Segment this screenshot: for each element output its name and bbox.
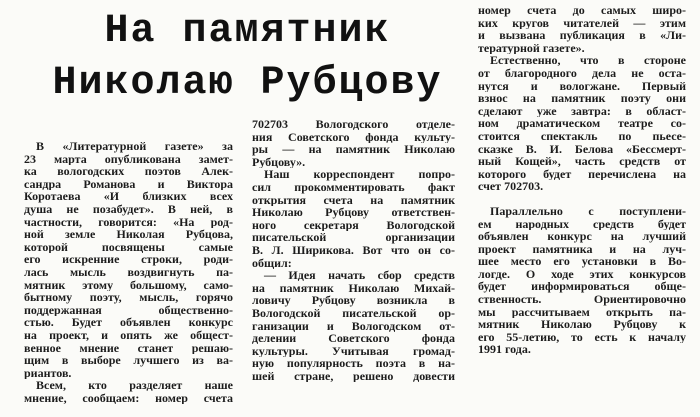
text-line: 1991 года. (478, 343, 531, 357)
text-line: щим в выборе лучшего из ва- (24, 354, 233, 367)
text-line: ем народных средств будет (478, 217, 686, 231)
text-line: ную популярность поэта в на- (252, 357, 455, 370)
paragraph (252, 269, 455, 382)
paragraph (252, 118, 455, 168)
text-line: поддержанная общественно- (24, 303, 233, 317)
text-line: ких кругов читателей — этим (478, 16, 686, 30)
text-line: его искренние строки, роди- (24, 253, 233, 266)
text-line: взнос на памятник поэту они (478, 92, 686, 105)
text-line: ственность. Ориентировочно (478, 293, 686, 306)
text-line: общил: (252, 256, 292, 270)
text-line: логде. О ходе этих конкурсов (478, 267, 686, 281)
text-line: сандра Романова и Виктора (24, 177, 233, 191)
text-line: мятник Николаю Рубцову к (478, 318, 686, 331)
text-line: ры — на памятник Николаю (252, 143, 455, 156)
text-line: венное мнение станет решаю- (24, 341, 233, 355)
text-line: риантов. (24, 366, 72, 380)
text-line: Николаю Рубцову ответствен- (252, 206, 455, 219)
text-line: которой посвящены самые (24, 240, 233, 254)
article-column-1 (24, 140, 233, 404)
text-line: бытному поэту, мысль, горячо (24, 291, 233, 304)
text-line: проект памятника и на луч- (478, 242, 686, 256)
text-line: на памятник Николаю Михай- (252, 281, 455, 295)
paragraph (24, 379, 233, 404)
text-line: ния Советского фонда культу- (252, 130, 455, 144)
text-line: мы рассчитываем открыть па- (478, 305, 686, 319)
text-line: объявлен конкурс на лучший (478, 230, 686, 243)
text-line: Коротаева «И близких всех (24, 190, 233, 203)
text-line: сказке В. И. Белова «Бессмерт- (478, 142, 686, 156)
paragraph (478, 4, 686, 54)
text-line: сделают уже завтра: в област- (478, 104, 686, 118)
headline-line-1: На памятник (104, 9, 391, 54)
text-line: на проект, и опять же общест- (24, 328, 233, 342)
text-line: душа не позабудет». В ней, в (24, 202, 233, 216)
text-line: его 55-летию, то есть к началу (478, 330, 686, 344)
paragraph (252, 168, 455, 269)
paragraph (24, 140, 233, 379)
text-line: Всем, кто разделяет наше (36, 379, 233, 392)
text-line: и вызвана публикация в «Ли- (478, 29, 686, 42)
text-line: открытия счета на памятник (252, 193, 455, 207)
text-line: культуры. Учитывая громад- (252, 344, 455, 358)
text-line: ного секретаря Вологодской (252, 218, 455, 232)
text-line: сил прокомментировать факт (252, 180, 455, 194)
text-line: которого будет перечислена на (478, 167, 686, 181)
text-line: мнение, сообщаем: номер счета (24, 391, 233, 405)
text-line: ный Кощей», часть средств от (478, 155, 686, 168)
paragraph (478, 205, 686, 356)
text-line: делении Советского фонда (252, 332, 455, 345)
text-line: счет 702703. (478, 180, 544, 193)
text-line: Вологодской писательской ор- (252, 306, 455, 320)
paragraph (478, 54, 686, 193)
text-line: ной земле Николая Рубцова, (24, 228, 233, 241)
text-line: шее место его установки в Во- (478, 255, 686, 268)
text-line: писательской организации (252, 231, 455, 244)
text-line: тературной газете». (478, 41, 585, 55)
article-column-3 (478, 4, 686, 356)
text-line: будет информироваться обще- (478, 280, 686, 294)
text-line: В. Л. Ширикова. Вот что он со- (252, 243, 455, 257)
text-line: шей стране, решено довести (252, 369, 455, 383)
text-line: Параллельно с поступлени- (490, 204, 686, 218)
text-line: — Идея начать сбор средств (264, 269, 455, 282)
text-line: ка вологодских поэтов Алек- (24, 165, 233, 178)
text-line: ловичу Рубцову возникла в (252, 294, 455, 307)
text-line: Рубцову». (252, 155, 306, 169)
article-column-2 (252, 118, 455, 382)
text-line: В «Литературной газете» за (36, 140, 233, 153)
text-line: ном драматическом театре со- (478, 117, 686, 130)
text-line: стоится спектакль по пьесе- (478, 129, 686, 143)
text-line: стью. Будет объявлен конкурс (24, 316, 233, 329)
text-line: Наш корреспондент попро- (264, 168, 455, 181)
text-line: 702703 Вологодского отделе- (252, 118, 455, 131)
text-line: лась мысль воздвигнуть па- (24, 265, 233, 279)
text-line: Естественно, что в стороне (490, 54, 686, 67)
text-line: 23 марта опубликована замет- (24, 152, 233, 166)
text-line: частности, говорится: «На род- (24, 215, 233, 229)
headline-line-2: Николаю Рубцову (52, 61, 443, 106)
text-line: ганизации и Вологодском от- (252, 319, 455, 333)
text-line: от благородного дела не оста- (478, 66, 686, 80)
text-line: нутся и вологжане. Первый (478, 79, 686, 93)
text-line: мятник этому большому, само- (24, 278, 233, 292)
text-line: номер счета до самых широ- (478, 4, 686, 17)
